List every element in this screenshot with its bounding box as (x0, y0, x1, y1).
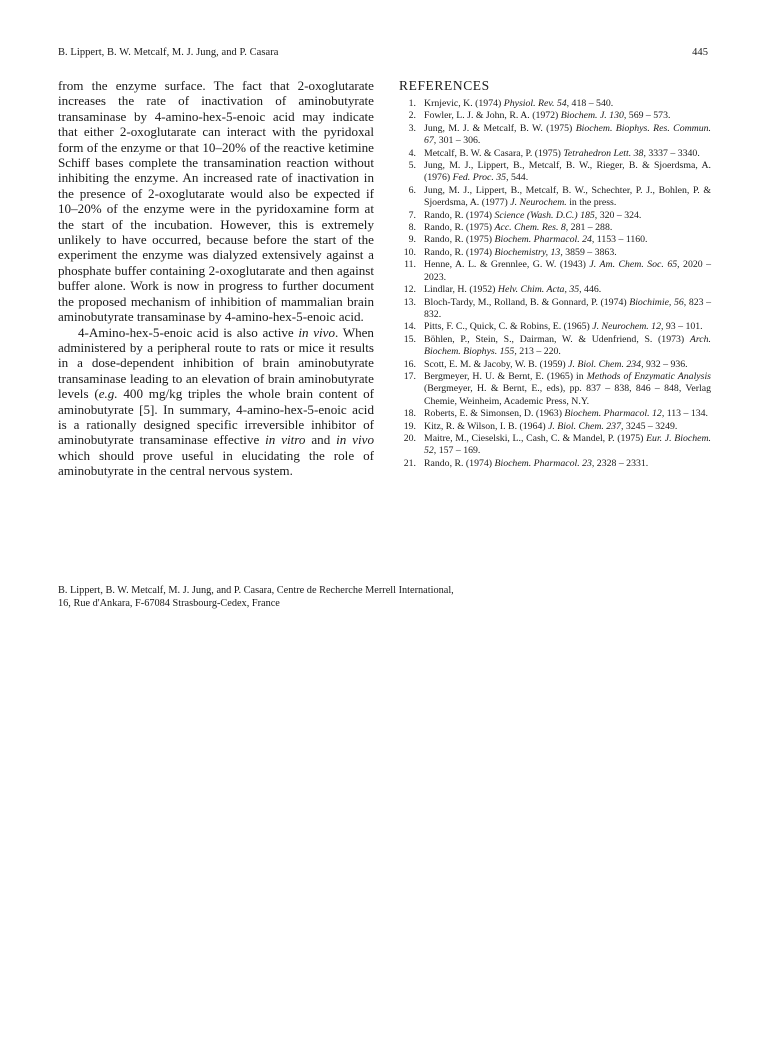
reference-item-6 (399, 185, 711, 210)
reference-text-run: , 418 – 540. (566, 98, 614, 109)
reference-citation (424, 421, 711, 433)
reference-number: 17. (403, 370, 416, 382)
affiliation-line-2: 16, Rue d'Ankara, F-67084 Strasbourg-Cedex, France (58, 598, 280, 610)
reference-number: 1. (408, 98, 416, 109)
reference-text-run: , 281 – 288. (565, 222, 613, 234)
reference-number: 3. (408, 122, 416, 134)
body-text-column (58, 78, 374, 479)
reference-text-run: , 213 – 220. (514, 346, 561, 358)
reference-citation (424, 110, 711, 122)
body-paragraph-2-text-run: which should prove useful in elucidating the role of aminobutyrate in the central nervous system. (58, 447, 374, 479)
reference-text-run: Rando, R. (1974) (424, 457, 495, 469)
reference-italic-run: J. Neurochem. (510, 197, 567, 209)
reference-text-run: , 823 – 832. (424, 296, 711, 320)
reference-citation (424, 458, 711, 470)
reference-item-18 (399, 408, 711, 420)
body-paragraph-1: from the enzyme surface. The fact that 2-oxoglutarate increases the rate of inactivation of aminobutyrate transaminase by 4-amino-hex-5-enoic acid may indicate that either 2-oxoglutarate can interact with the pyridoxal form of the enzyme or that 10–20% of the reactive ketimine Schiff bases complete the transamination reaction without inhibiting the enzyme. An increased rate of inactivation in the presence of 2-oxoglutarate would also be expected if 10–20% of the enzyme were in the pyridoxamine form at the start of the incubation. However, this is extremely unlikely to have occurred, because before the start of the experiment the enzyme was dialyzed extensively against a phosphate buffer containing 2-oxoglutarate and then against buffer alone. Work is now in progress to further document the proposed mechanism of inhibition of mammalian brain aminobutyrate transaminase by 4-amino-hex-5-enoic acid. (58, 78, 374, 325)
reference-text-run: Lindlar, H. (1952) (424, 284, 498, 296)
reference-citation (424, 185, 711, 210)
reference-italic-run: Biochemistry, 13 (494, 246, 561, 258)
reference-number: 13. (403, 296, 416, 308)
reference-number: 14. (403, 321, 416, 333)
reference-number: 6. (408, 184, 416, 196)
reference-italic-run: Tetrahedron Lett. 38 (563, 147, 644, 159)
reference-italic-run: J. Biol. Chem. 237 (548, 420, 621, 432)
reference-item-3 (399, 123, 711, 148)
affiliation-line-1: B. Lippert, B. W. Metcalf, M. J. Jung, and P. Casara, Centre de Recherche Merrell International, (58, 585, 454, 596)
reference-text-run: , 157 – 169. (433, 445, 481, 457)
reference-italic-run: Biochem. Biophys. Res. Commun. 67 (424, 122, 711, 147)
body-paragraph-2-text-run: 4-Amino-hex-5-enoic acid is also active (78, 324, 299, 340)
reference-text-run: , 544. (506, 172, 529, 184)
reference-italic-run: J. Am. Chem. Soc. 65 (589, 259, 678, 271)
running-header (58, 47, 708, 63)
reference-text-run: Bloch-Tardy, M., Rolland, B. & Gonnard, P. (1974) (424, 296, 630, 308)
reference-citation (424, 334, 711, 359)
body-paragraph-2 (58, 325, 374, 479)
reference-citation (424, 234, 711, 246)
reference-item-19 (399, 421, 711, 433)
reference-number: 21. (403, 457, 416, 469)
reference-italic-run: Biochem. J. 130 (560, 110, 624, 122)
reference-text-run: Henne, A. L. & Grennlee, G. W. (1943) (424, 259, 590, 271)
reference-number: 9. (408, 234, 416, 246)
reference-text-run: , 320 – 324. (594, 209, 642, 221)
reference-italic-run: Biochimie, 56 (629, 296, 684, 308)
reference-italic-run: Science (Wash. D.C.) 185 (494, 209, 595, 221)
reference-citation (424, 123, 711, 148)
reference-text-run: Krnjevic, K. (1974) (424, 98, 504, 109)
page-number: 445 (692, 47, 708, 58)
body-paragraph-2-italic-run: in vitro (265, 432, 306, 448)
reference-italic-run: Eur. J. Biochem. 52 (424, 432, 711, 457)
reference-text-run: Jung, M. J., Lippert, B., Metcalf, B. W., Rieger, B. & Sjoerdsma, A. (1976) (424, 160, 711, 184)
reference-text-run: Jung, M. J. & Metcalf, B. W. (1975) (424, 122, 576, 134)
reference-text-run: , 2020 – 2023. (424, 259, 712, 283)
reference-text-run: , 3337 – 3340. (643, 147, 700, 159)
reference-italic-run: Helv. Chim. Acta, 35 (497, 284, 580, 296)
reference-citation (424, 359, 711, 371)
reference-citation (424, 247, 711, 259)
reference-text-run: Roberts, E. & Simonsen, D. (1963) (424, 408, 565, 420)
reference-text-run: , 3245 – 3249. (620, 420, 678, 432)
reference-citation (424, 222, 711, 234)
reference-item-16 (399, 359, 711, 371)
reference-text-run: , 3859 – 3863. (560, 246, 617, 258)
reference-text-run: Böhlen, P., Stein, S., Dairman, W. & Udenfriend, S. (1973) (424, 333, 690, 345)
reference-citation (424, 148, 711, 160)
reference-italic-run: Physiol. Rev. 54 (503, 98, 567, 109)
reference-citation (424, 160, 711, 185)
reference-item-7 (399, 210, 711, 222)
reference-text-run: Pitts, F. C., Quick, C. & Robins, E. (1965) (424, 321, 593, 333)
reference-citation (424, 297, 711, 322)
reference-item-1 (399, 98, 711, 110)
reference-text-run: , 301 – 306. (433, 135, 481, 147)
reference-number: 8. (408, 222, 416, 234)
reference-citation (424, 433, 711, 458)
reference-text-run: Fowler, L. J. & John, R. A. (1972) (424, 110, 561, 122)
reference-item-12 (399, 284, 711, 296)
reference-item-2 (399, 110, 711, 122)
reference-text-run: Jung, M. J., Lippert, B., Metcalf, B. W., Schechter, P. J., Bohlen, P. & Sjoerdsma, A. (1977) (424, 184, 711, 209)
reference-item-20 (399, 433, 711, 458)
reference-citation (424, 284, 711, 296)
reference-italic-run: Methods of Enzymatic Analysis (586, 370, 711, 382)
reference-italic-run: Biochem. Pharmacol. 24 (494, 234, 592, 246)
reference-italic-run: J. Neurochem. 12 (592, 321, 661, 333)
reference-text-run: Scott, E. M. & Jacoby, W. B. (1959) (424, 358, 569, 370)
reference-item-15 (399, 334, 711, 359)
body-paragraph-2-text-run: 400 mg/kg triples the whole brain content of aminobutyrate [5]. In summary, 4-amino-hex-5-enoic acid is a rationally designed specific irreversible inhibitor of aminobutyrate transaminase effective (58, 386, 374, 448)
reference-text-run: , 932 – 936. (641, 358, 688, 370)
reference-item-4 (399, 148, 711, 160)
reference-number: 5. (408, 160, 416, 172)
reference-italic-run: Acc. Chem. Res. 8 (494, 222, 566, 234)
reference-item-14 (399, 321, 711, 333)
reference-number: 7. (408, 209, 416, 221)
reference-text-run: Kitz, R. & Wilson, I. B. (1964) (424, 420, 549, 432)
reference-italic-run: Biochem. Pharmacol. 23 (494, 457, 592, 469)
reference-number: 20. (403, 432, 416, 444)
reference-item-5 (399, 160, 711, 185)
body-paragraph-2-text-run: and (305, 432, 337, 448)
reference-text-run: Rando, R. (1974) (424, 246, 495, 258)
reference-number: 12. (403, 284, 416, 296)
reference-number: 15. (403, 333, 416, 345)
reference-citation (424, 408, 711, 420)
references-column (399, 78, 711, 470)
reference-text-run: Rando, R. (1975) (424, 222, 495, 234)
reference-text-run: (Bergmeyer, H. & Bernt, E., eds), pp. 837 – 838, 846 – 848, Verlag Chemie, Weinheim, Academic Press, N.Y. (424, 383, 711, 407)
reference-item-10 (399, 247, 711, 259)
reference-text-run: Rando, R. (1974) (424, 209, 495, 221)
reference-item-11 (399, 259, 711, 284)
reference-italic-run: J. Biol. Chem. 234 (568, 358, 642, 370)
reference-number: 4. (408, 147, 416, 159)
reference-text-run: in the press. (566, 197, 617, 209)
reference-number: 16. (403, 358, 416, 370)
reference-italic-run: Arch. Biochem. Biophys. 155 (424, 333, 711, 358)
reference-text-run: Bergmeyer, H. U. & Bernt, E. (1965) in (424, 370, 587, 382)
reference-text-run: , 569 – 573. (623, 110, 671, 122)
running-header-authors: B. Lippert, B. W. Metcalf, M. J. Jung, and P. Casara (58, 47, 279, 58)
reference-item-13 (399, 297, 711, 322)
reference-italic-run: Fed. Proc. 35 (452, 172, 507, 184)
reference-item-21 (399, 458, 711, 470)
reference-citation (424, 98, 711, 110)
reference-text-run: , 2328 – 2331. (591, 457, 649, 469)
reference-italic-run: Biochem. Pharmacol. 12 (564, 408, 662, 420)
body-paragraph-2-italic-run: e.g. (98, 386, 118, 402)
reference-number: 19. (403, 420, 416, 432)
reference-number: 18. (403, 408, 416, 420)
reference-citation (424, 371, 711, 408)
reference-text-run: , 446. (579, 284, 602, 296)
reference-number: 2. (408, 110, 416, 122)
reference-item-9 (399, 234, 711, 246)
reference-text-run: Maitre, M., Cieselski, L., Cash, C. & Mandel, P. (1975) (424, 432, 647, 444)
reference-text-run: , 93 – 101. (660, 321, 703, 333)
reference-text-run: , 1153 – 1160. (591, 234, 648, 246)
references-heading: REFERENCES (399, 78, 490, 93)
reference-citation (424, 210, 711, 222)
reference-citation (424, 321, 711, 333)
reference-text-run: Metcalf, B. W. & Casara, P. (1975) (424, 147, 564, 159)
reference-number: 11. (404, 259, 416, 271)
reference-number: 10. (403, 246, 416, 258)
body-paragraph-2-text-run: . When administered by a peripheral route to rats or mice it results in a dose-dependent inhibition of brain aminobutyrate transaminase leading to an elevation of brain aminobutyrate levels ( (58, 324, 374, 402)
body-paragraph-2-italic-run: in vivo (298, 324, 336, 340)
reference-item-8 (399, 222, 711, 234)
reference-list (399, 98, 711, 470)
reference-text-run: , 113 – 134. (661, 408, 708, 420)
reference-citation (424, 259, 711, 284)
author-affiliation (58, 584, 578, 610)
reference-text-run: Rando, R. (1975) (424, 234, 495, 246)
reference-item-17 (399, 371, 711, 408)
body-paragraph-2-italic-run: in vivo (336, 432, 374, 448)
